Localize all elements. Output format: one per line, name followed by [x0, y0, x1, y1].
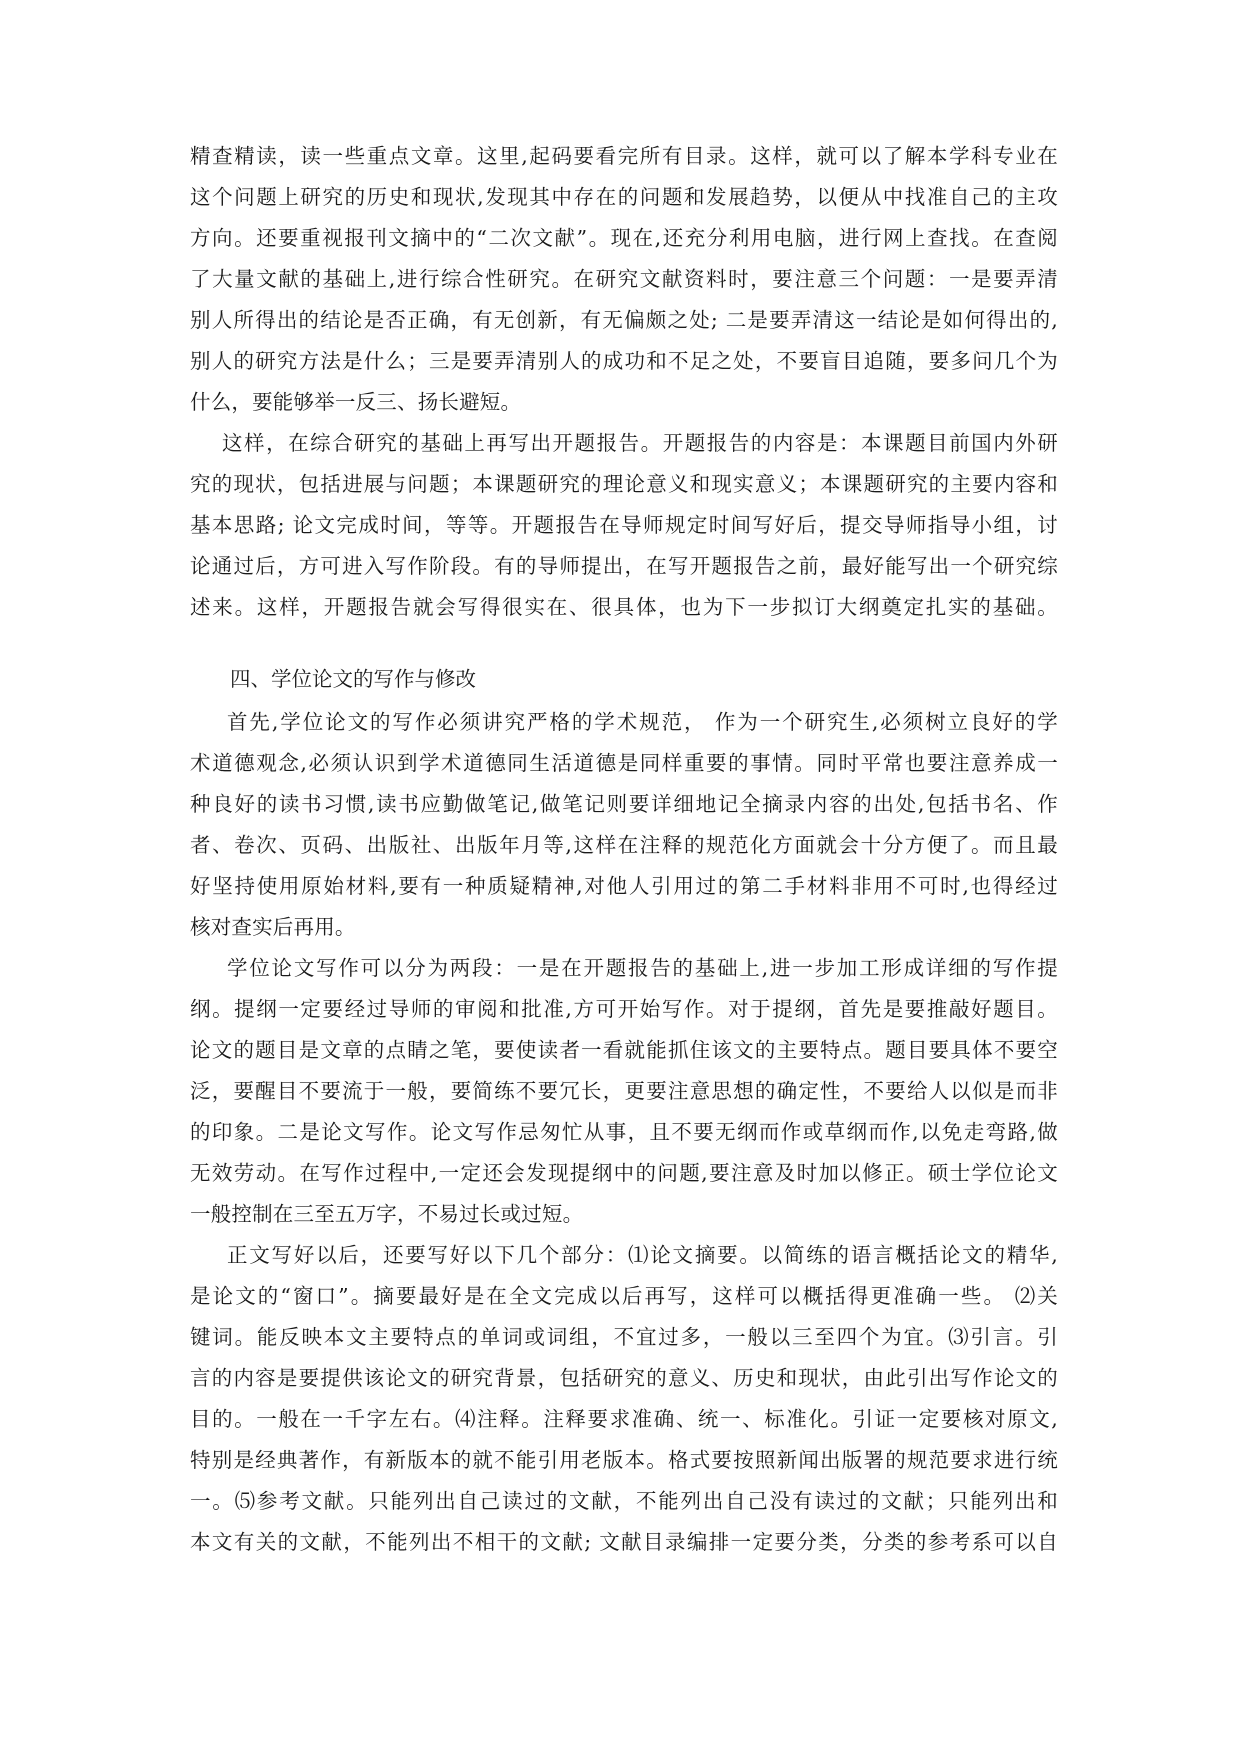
- text-line: 首先,学位论文的写作必须讲究严格的学术规范， 作为一个研究生,必须树立良好的学: [227, 710, 1058, 734]
- paragraph-3: [190, 702, 1058, 948]
- text-line: 学位论文写作可以分为两段：一是在开题报告的基础上,进一步加工形成详细的写作提: [227, 956, 1058, 980]
- text-line: 术道德观念,必须认识到学术道德同生活道德是同样重要的事情。同时平常也要注意养成一: [190, 751, 1058, 775]
- text-line: 特别是经典著作，有新版本的就不能引用老版本。格式要按照新闻出版署的规范要求进行统: [190, 1448, 1058, 1472]
- text-line: 论文的题目是文章的点睛之笔，要使读者一看就能抓住该文的主要特点。题目要具体不要空: [190, 1038, 1058, 1062]
- text-line: 泛，要醒目不要流于一般，要简练不要冗长，更要注意思想的确定性，不要给人以似是而非: [190, 1079, 1058, 1103]
- text-line: 无效劳动。在写作过程中,一定还会发现提纲中的问题,要注意及时加以修正。硕士学位论文: [190, 1161, 1058, 1185]
- text-line: 这个问题上研究的历史和现状,发现其中存在的问题和发展趋势，以便从中找准自己的主攻: [190, 185, 1058, 209]
- text-line: 基本思路; 论文完成时间，等等。开题报告在导师规定时间写好后，提交导师指导小组，讨: [190, 513, 1058, 537]
- paragraph-1: [190, 136, 1058, 423]
- text-line: 别人的研究方法是什么；三是要弄清别人的成功和不足之处，不要盲目追随，要多问几个为: [190, 349, 1058, 373]
- text-line: 纲。提纲一定要经过导师的审阅和批准,方可开始写作。对于提纲，首先是要推敲好题目。: [190, 997, 1058, 1021]
- text-line: 一。⑸参考文献。只能列出自己读过的文献，不能列出自己没有读过的文献；只能列出和: [190, 1489, 1058, 1513]
- text-line: 了大量文献的基础上,进行综合性研究。在研究文献资料时，要注意三个问题：一是要弄清: [190, 267, 1058, 291]
- text-line: 一般控制在三至五万字，不易过长或过短。: [190, 1202, 584, 1226]
- text-line: 是论文的“窗口”。摘要最好是在全文完成以后再写，这样可以概括得更准确一些。 ⑵关: [190, 1284, 1058, 1308]
- text-line: 本文有关的文献，不能列出不相干的文献; 文献目录编排一定要分类，分类的参考系可以自: [190, 1530, 1058, 1554]
- text-line: 论通过后，方可进入写作阶段。有的导师提出，在写开题报告之前，最好能写出一个研究综: [190, 554, 1058, 578]
- text-line: 什么，要能够举一反三、扬长避短。: [190, 390, 522, 414]
- paragraph-2: [190, 423, 1058, 628]
- text-line: 精查精读，读一些重点文章。这里,起码要看完所有目录。这样，就可以了解本学科专业在: [190, 144, 1058, 168]
- text-line: 究的现状，包括进展与问题；本课题研究的理论意义和现实意义；本课题研究的主要内容和: [190, 472, 1058, 496]
- text-line: 方向。还要重视报刊文摘中的“二次文献”。现在,还充分利用电脑，进行网上查找。在查阅: [190, 226, 1058, 250]
- text-line: 种良好的读书习惯,读书应勤做笔记,做笔记则要详细地记全摘录内容的出处,包括书名、作: [190, 792, 1058, 816]
- text-line: 的印象。二是论文写作。论文写作忌匆忙从事，且不要无纲而作或草纲而作,以免走弯路,做: [190, 1120, 1058, 1144]
- text-line: 目的。一般在一千字左右。⑷注释。注释要求准确、统一、标准化。引证一定要核对原文,: [190, 1407, 1058, 1431]
- text-line: 述来。这样，开题报告就会写得很实在、很具体，也为下一步拟订大纲奠定扎实的基础。: [190, 595, 1058, 619]
- text-line: 好坚持使用原始材料,要有一种质疑精神,对他人引用过的第二手材料非用不可时,也得经过: [190, 874, 1058, 898]
- text-line: 言的内容是要提供该论文的研究背景，包括研究的意义、历史和现状，由此引出写作论文的: [190, 1366, 1058, 1390]
- section-heading: [190, 659, 1058, 700]
- text-line: 核对查实后再用。: [190, 915, 356, 939]
- text-line: 这样，在综合研究的基础上再写出开题报告。开题报告的内容是：本课题目前国内外研: [222, 431, 1058, 455]
- section-title: 四、学位论文的写作与修改: [230, 667, 476, 691]
- paragraph-5: [190, 1235, 1058, 1563]
- text-line: 正文写好以后，还要写好以下几个部分：⑴论文摘要。以简练的语言概括论文的精华,: [227, 1243, 1058, 1267]
- text-line: 者、卷次、页码、出版社、出版年月等,这样在注释的规范化方面就会十分方便了。而且最: [190, 833, 1058, 857]
- text-line: 键词。能反映本文主要特点的单词或词组，不宜过多，一般以三至四个为宜。⑶引言。引: [190, 1325, 1058, 1349]
- text-line: 别人所得出的结论是否正确，有无创新，有无偏颇之处; 二是要弄清这一结论是如何得出的,: [190, 308, 1058, 332]
- paragraph-4: [190, 948, 1058, 1235]
